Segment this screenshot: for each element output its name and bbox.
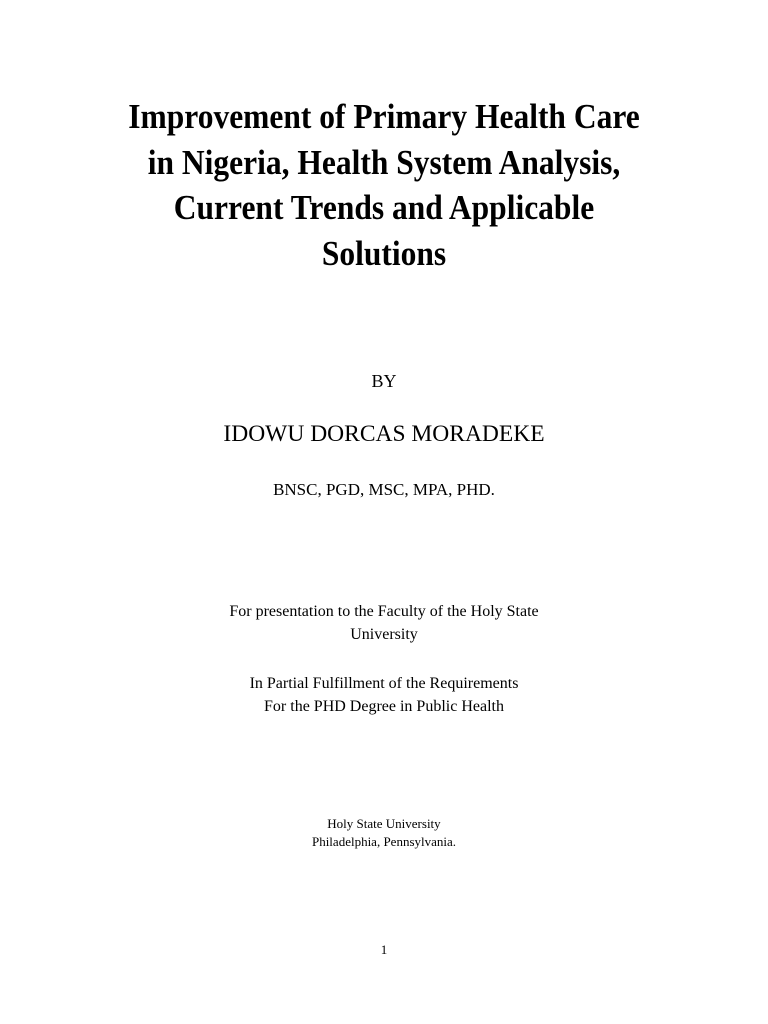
title-line: Current Trends and Applicable <box>173 188 595 227</box>
title-line: in Nigeria, Health System Analysis, <box>147 142 621 182</box>
presentation-line: For presentation to the Faculty of the Holy State <box>229 603 539 620</box>
by-label: BY <box>371 371 397 391</box>
page-number: 1 <box>380 942 388 957</box>
institution-location <box>0 815 768 851</box>
title-line: Solutions <box>321 233 447 273</box>
author-name: IDOWU DORCAS MORADEKE <box>223 421 545 447</box>
title-line: Improvement of Primary Health Care <box>128 97 640 136</box>
institution-name: Holy State University <box>327 816 441 831</box>
institution-city: Philadelphia, Pennsylvania. <box>311 834 457 849</box>
document-title <box>38 94 729 276</box>
author-degrees: BNSC, PGD, MSC, MPA, PHD. <box>273 480 495 499</box>
fulfillment-line: In Partial Fulfillment of the Requirements <box>249 675 519 692</box>
fulfillment-line: For the PHD Degree in Public Health <box>264 697 504 715</box>
presentation-line: University <box>350 625 418 643</box>
fulfillment-statement <box>0 673 768 718</box>
presentation-statement <box>0 601 768 646</box>
